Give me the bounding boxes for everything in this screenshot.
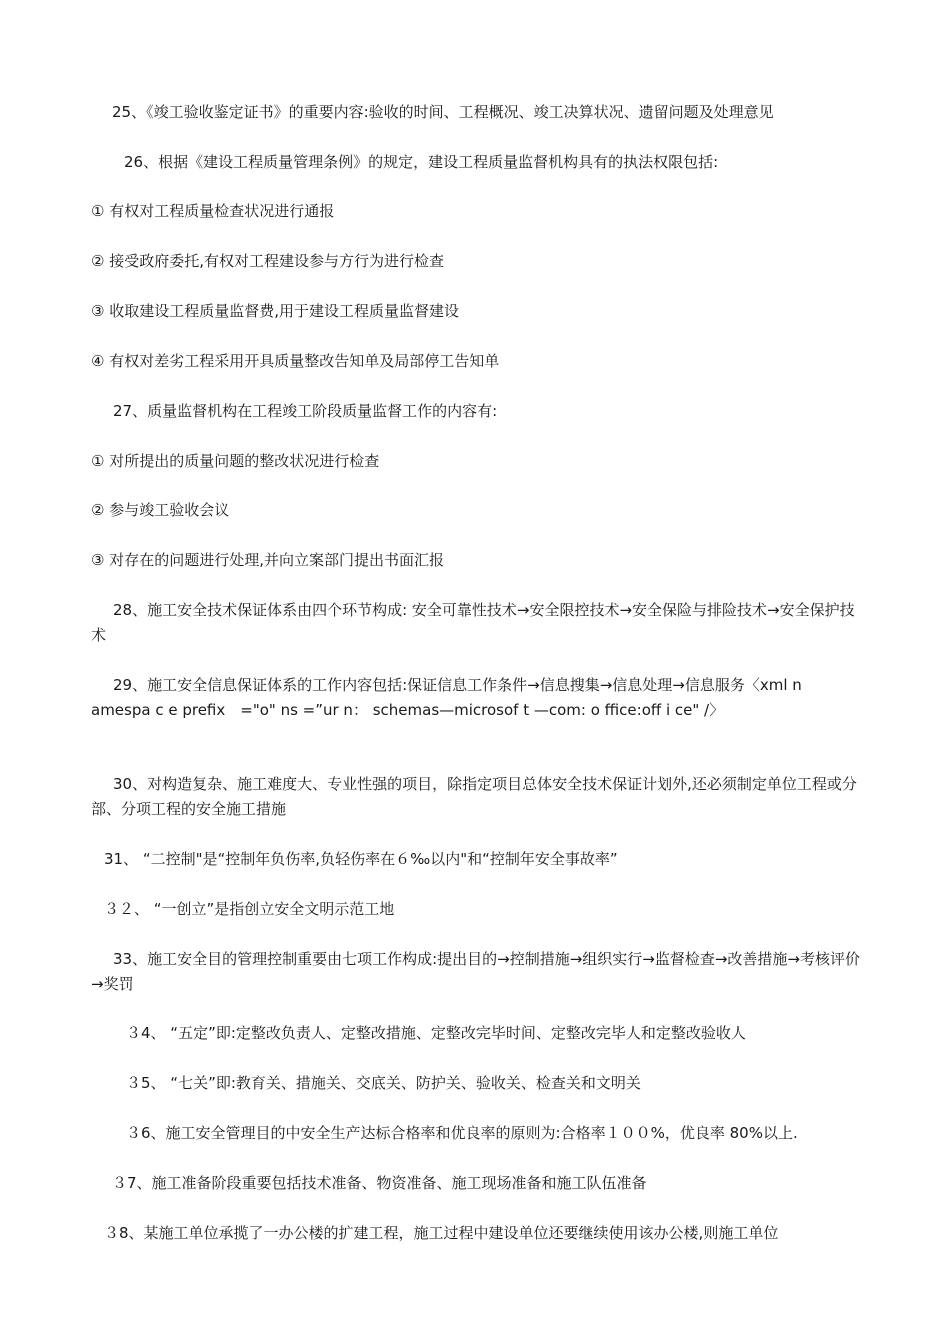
item-27-point-3: ③ 对存在的问题进行处理,并向立案部门提出书面汇报 bbox=[91, 551, 444, 569]
item-26: 26、根据《建设工程质量管理条例》的规定，建设工程质量监督机构具有的执法权限包括: bbox=[124, 153, 719, 171]
item-33: 33、施工安全目的管理控制重要由七项工作构成:提出目的→控制措施→组织实行→监督检查→改善措施→考核评价→奖罚 bbox=[91, 950, 860, 993]
item-32: ３２、 “一创立”是指创立安全文明示范工地 bbox=[104, 900, 395, 918]
item-31: 31、 “二控制"是“控制年负伤率,负轻伤率在６‰以内"和“控制年安全事故率” bbox=[104, 850, 618, 868]
item-30: 30、对构造复杂、施工难度大、专业性强的项目，除指定项目总体安全技术保证计划外,还必须制定单位工程或分部、分项工程的安全施工措施 bbox=[91, 775, 857, 818]
item-27-point-2: ② 参与竣工验收会议 bbox=[91, 501, 230, 519]
item-26-point-4: ④ 有权对差劣工程采用开具质量整改告知单及局部停工告知单 bbox=[91, 352, 500, 370]
item-36: ３6、施工安全管理目的中安全生产达标合格率和优良率的原则为:合格率１００%，优良率 80%以上. bbox=[126, 1124, 798, 1142]
item-26-point-3: ③ 收取建设工程质量监督费,用于建设工程质量监督建设 bbox=[91, 302, 459, 320]
item-28: 28、施工安全技术保证体系由四个环节构成: 安全可靠性技术→安全限控技术→安全保险与排险技术→安全保护技术 bbox=[91, 601, 855, 644]
item-29: 29、施工安全信息保证体系的工作内容包括:保证信息工作条件→信息搜集→信息处理→信息服务〈xml n amespa c e prefix ="o" ns =”ur n： schemas—microsof t —com: o ffice:off i ce" /〉 bbox=[91, 676, 802, 719]
item-34: ３4、 “五定”即:定整改负责人、定整改措施、定整改完毕时间、定整改完毕人和定整改验收人 bbox=[126, 1024, 746, 1042]
item-26-point-1: ① 有权对工程质量检查状况进行通报 bbox=[91, 202, 335, 220]
item-35: ３5、 “七关”即:教育关、措施关、交底关、防护关、验收关、检查关和文明关 bbox=[126, 1074, 641, 1092]
item-27-point-1: ① 对所提出的质量问题的整改状况进行检查 bbox=[91, 452, 380, 470]
item-38: ３8、某施工单位承揽了一办公楼的扩建工程，施工过程中建设单位还要继续使用该办公楼,则施工单位 bbox=[104, 1224, 779, 1242]
item-37: ３7、施工准备阶段重要包括技术准备、物资准备、施工现场准备和施工队伍准备 bbox=[112, 1174, 647, 1192]
item-27: 27、质量监督机构在工程竣工阶段质量监督工作的内容有: bbox=[113, 402, 498, 420]
item-25: 25、《竣工验收鉴定证书》的重要内容:验收的时间、工程概况、竣工决算状况、遗留问题及处理意见 bbox=[112, 103, 774, 121]
item-26-point-2: ② 接受政府委托,有权对工程建设参与方行为进行检查 bbox=[91, 252, 444, 270]
